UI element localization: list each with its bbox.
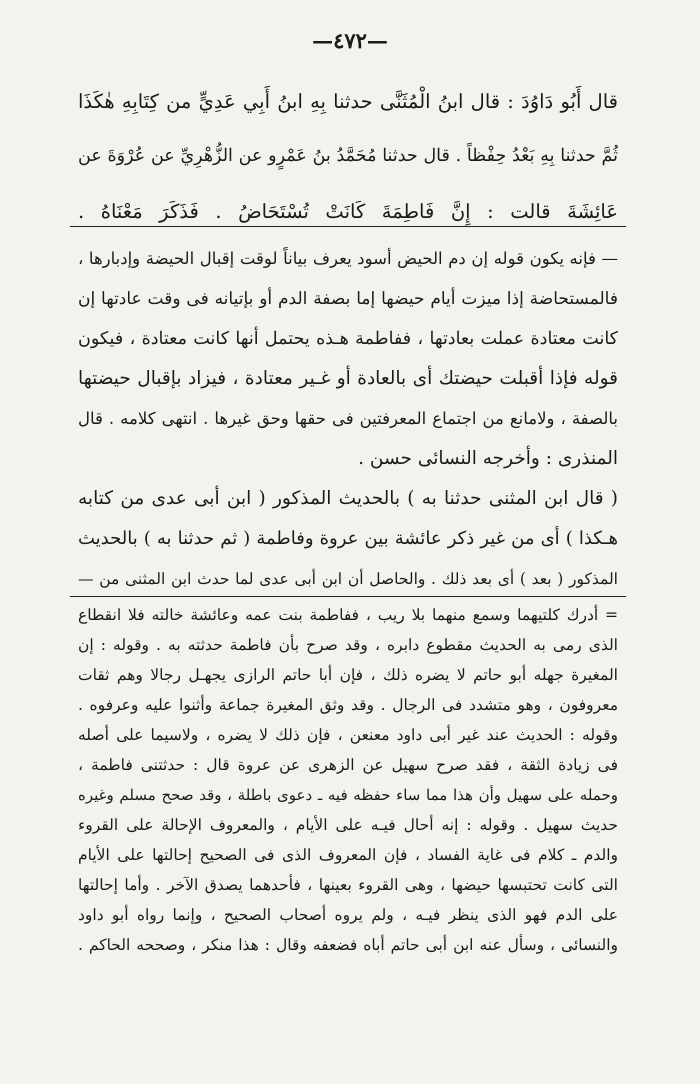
- commentary-line: — فإنه يكون قوله إن دم الحيض أسود يعرف بياناً لوقت إقبال الحيضة وإدبارها ،: [78, 249, 618, 268]
- footnote-text: [78, 600, 618, 960]
- commentary-text: [78, 239, 618, 599]
- hadith-line: ثُمَّ حدثنا بِهِ بَعْدُ حِفْظاً . قال حدثنا مُحَمَّدُ بنُ عَمْرٍو عن الزُّهْرِيِّ عن عُرْوَةَ عن: [78, 146, 618, 166]
- footnote-line: المغيرة جهله أبو حاتم لا يضره ذلك ، فإن أبا حاتم الرازى يجهـل رجالا وهم ثقات: [78, 666, 618, 684]
- hadith-text: [78, 74, 618, 239]
- hadith-line: قال أَبُو دَاوُدَ : قال ابنُ الْمُثَنَّى حدثنا بِهِ ابنُ أَبِي عَدِيٍّ من كِتَابِهِ هٰكَذَا: [78, 90, 618, 113]
- commentary-line: فالمستحاضة إذا ميزت أيام حيضها إما بصفة الدم أو بإتيانه فى وقت عادتها إن: [78, 289, 618, 309]
- footnote-line: فى زيادة الثقة ، فقد صرح سهيل عن الزهرى عن عروة قال : حدثتنى فاطمة ،: [78, 756, 618, 774]
- footnote-line: حديث سهيل . وقوله : إنه أحال فيـه على الأيام ، والمعروف الإحالة على القروء: [78, 816, 618, 834]
- footnote-line: وقوله : الحديث عند غير أبى داود معنعن ، فإن ذلك لا يضره ، ولاسيما على أصله: [78, 726, 618, 744]
- commentary-line: المنذرى : وأخرجه النسائى حسن .: [358, 448, 618, 469]
- footnote-line: والنسائى ، وسأل عنه ابن أبى حاتم أباه فضعفه وقال : هذا منكر ، وصححه الحاكم .: [78, 936, 618, 954]
- commentary-line: كانت معتادة عملت بعادتها ، ففاطمة هـذه يحتمل أنها كانت معتادة ، فيكون: [78, 329, 618, 349]
- footnote-line: الذى رمى به الحديث مقطوع دابره ، وقد صرح بأن فاطمة حدثته به . وقوله : إن: [78, 636, 618, 654]
- footnote-separator: [70, 596, 626, 597]
- footnote-line: على الدم فهو الذى ينظر فيـه ، ولم يروه أصحاب الصحيح ، وإنما رواه أبو داود: [78, 906, 618, 924]
- commentary-line: قوله فإذا أقبلت حيضتك أى بالعادة أو غـير معتادة ، فيزاد بإقبال حيضتها: [78, 368, 618, 389]
- commentary-line: بالصفة ، ولامانع من اجتماع المعرفتين فى حقها وحق غيرها . انتهى كلامه . قال: [78, 409, 618, 428]
- commentary-line: المذكور ( بعد ) أى بعد ذلك . والحاصل أن ابن أبى عدى لما حدث ابن المثنى من —: [78, 570, 618, 588]
- page-number: —٤٧٢—: [312, 28, 388, 53]
- hadith-line: عَائِشَةَ قالت : إِنَّ فَاطِمَةَ كَانَتْ تُسْتَحَاضُ . فَذَكَرَ مَعْنَاهُ .: [78, 200, 618, 223]
- footnote-line: = أدرك كلتيهما وسمع منهما بلا ريب ، ففاطمة بنت عمه وعائشة خالته فلا انقطاع: [78, 606, 618, 624]
- footnote-line: التى كانت تحتبسها حيضها ، وهى القروء بعينها ، فأحدهما يصدق الآخر . وأما إحالتها: [78, 876, 618, 894]
- footnote-line: معروفون ، وهو متشدد فى الرجال . وقد وثق المغيرة جماعة وأثنوا عليه وعرفوه .: [78, 696, 618, 714]
- footnote-line: والدم ـ كلام فى غاية الفساد ، فإن المعروف الذى فى الصحيح إحالتها على الأيام: [78, 846, 618, 864]
- footnote-line: وحمله على سهيل وأن هذا مما ساء حفظه فيه ـ دعوى باطلة ، وقد صحح مسلم وغيره: [78, 786, 618, 804]
- commentary-line: هـكذا ) أى من غير ذكر عائشة بين عروة وفاطمة ( ثم حدثنا به ) بالحديث: [78, 528, 618, 549]
- separator-line: [70, 226, 626, 227]
- commentary-line: ( قال ابن المثنى حدثنا به ) بالحديث المذكور ( ابن أبى عدى من كتابه: [78, 488, 618, 509]
